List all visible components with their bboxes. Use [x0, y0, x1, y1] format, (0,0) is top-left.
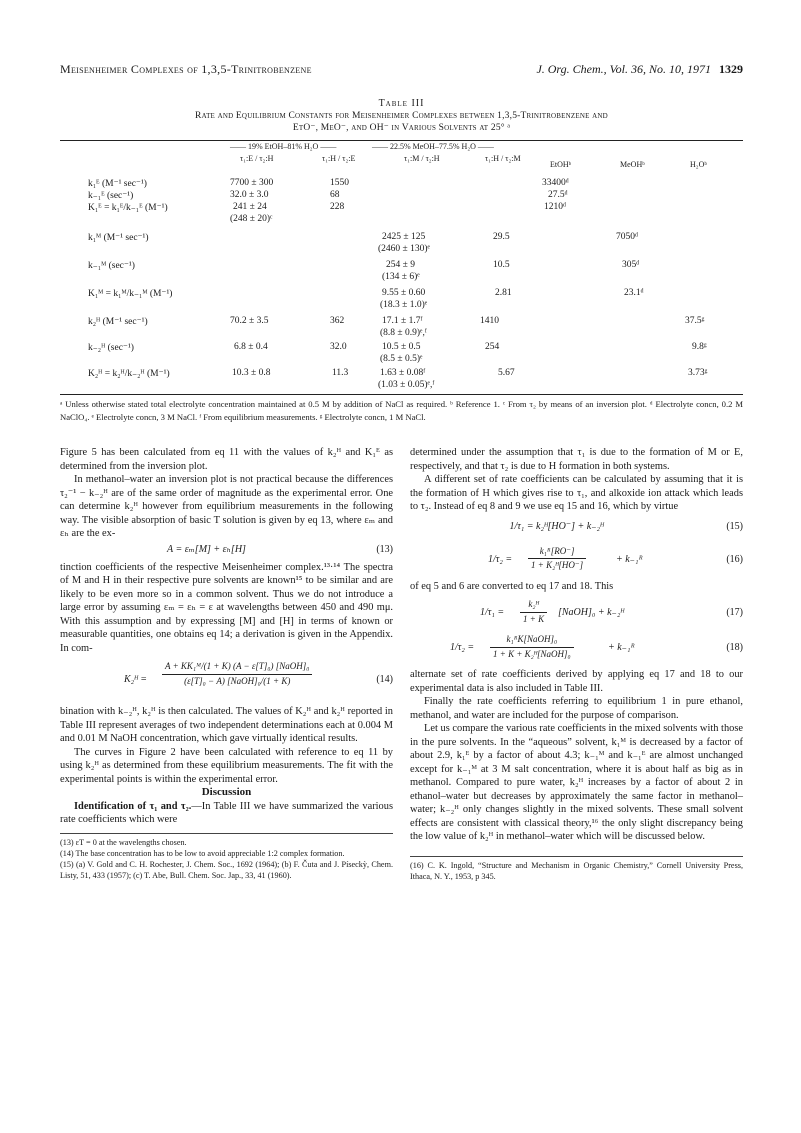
- footnote-13: (13) εT = 0 at the wavelengths chosen.: [60, 837, 187, 847]
- table-cell: 5.67: [498, 368, 515, 378]
- table-cell: 10.5 ± 0.5: [382, 342, 421, 352]
- table-cell: (18.3 ± 1.0)ᵉ: [380, 300, 428, 310]
- table-row-label: k₂ᴴ (M⁻¹ sec⁻¹): [88, 317, 148, 327]
- table-cell: 3.73ᵍ: [688, 368, 708, 378]
- left-footnotes: [60, 833, 393, 881]
- running-title: Meisenheimer Complexes of 1,3,5-Trinitrobenzene: [60, 62, 312, 76]
- equation-17: 1/τ₁ = $\frac{\text{k₂ᴴ}}{1 + K}$ [NaOH]₀ + k₋₂ᴴ (17): [480, 599, 743, 624]
- table-cell: 11.3: [332, 368, 349, 378]
- table-cell: 1210ᵈ: [544, 202, 566, 212]
- table-cell: 10.3 ± 0.8: [232, 368, 271, 378]
- table-caption: [60, 98, 743, 134]
- group-header-methanol: —— 22.5% MeOH–77.5% H₂O ——: [372, 142, 494, 151]
- paragraph: In methanol–water an inversion plot is not practical because the differences τ₂⁻¹ − k₋₂ᴴ are of the same order of magnitude as the experimental error. One can determine k₂ᴴ however from equilibrium measurements in the following way. The visible absorption of basic T solution is given by eq 13, where εₘ and εₕ are the ex-: [60, 474, 393, 539]
- paragraph: Identification of τ₁ and τ₂.—In Table III we have summarized the various rate coefficients which were: [60, 800, 393, 825]
- table-row-label: k₋₁ᴱ (sec⁻¹): [88, 191, 134, 201]
- table-row-label: K₁ᴱ = k₁ᴱ/k₋₁ᴱ (M⁻¹): [88, 203, 168, 213]
- subhead-col7: H₂Oᵇ: [690, 160, 707, 169]
- paragraph: A different set of rate coefficients can be calculated by assuming that it is the formation of H which gives rise to τ₁, and alkoxide ion attack which leads to τ₂. Instead of eq 8 and 9 we use eq 15 and 16, which by virtue: [410, 474, 743, 512]
- table-title-line2: EtO⁻, MeO⁻, and OH⁻ in Various Solvents at 25° ᵃ: [292, 123, 511, 133]
- paragraph: alternate set of rate coefficients derived by applying eq 17 and 18 to our experimental data is also included in Table III.: [410, 669, 743, 694]
- subhead-col3: τ₁:M / τ₂:H: [404, 154, 440, 163]
- equation-14: K₂ᴴ = A + KK₁ᴹ/(1 + K) (A − ε[T]₀) [NaOH]₀ (ε[T]₀ − A) [NaOH]₀/(1 + K) (14): [124, 661, 393, 686]
- table-cell: 305ᵈ: [622, 260, 640, 270]
- table-row-label: k₋₂ᴴ (sec⁻¹): [88, 343, 134, 353]
- equation-18: 1/τ₂ = k₁ᴿK[NaOH]₀ 1 + K + K₂ᴴ[NaOH]₀ + k₋₁ᴿ (18): [450, 634, 743, 659]
- subhead-col2: τ₁:H / τ₂:E: [322, 154, 356, 163]
- data-table: [60, 142, 743, 394]
- paragraph: bination with k₋₂ᴴ, k₂ᴴ is then calculated. The values of K₂ᴴ and k₂ᴴ reported in Table III represent averages of two independent determinations each at 0.004 M and 0.01 M NaOH concentration, which gave virtually identical results.: [60, 706, 393, 744]
- paragraph: determined under the assumption that τ₁ is due to the formation of M or E, respectively, and that τ₂ is due to H formation in both systems.: [410, 447, 743, 472]
- table-row-label: k₁ᴱ (M⁻¹ sec⁻¹): [88, 179, 147, 189]
- table-cell: 68: [330, 190, 340, 200]
- table-row-label: K₁ᴹ = k₁ᴹ/k₋₁ᴹ (M⁻¹): [88, 289, 173, 299]
- paragraph: The curves in Figure 2 have been calculated with reference to eq 11 by using k₂ᴴ as determined from these equilibrium measurements. The fit with the experimental points is within the experimental error.: [60, 746, 393, 785]
- paragraph: of eq 5 and 6 are converted to eq 17 and 18. This: [410, 580, 614, 592]
- table-footnotes: ᵃ Unless otherwise stated total electrolyte concentration maintained at 0.5 M by addition of NaCl as required. ᵇ Reference 1. ᶜ From τ₂ by means of an inversion plot. ᵈ Electrolyte concn, 0.2 M NaClO₄. ᵉ Electrolyte concn, 3 M NaCl. ᶠ From equilibrium measurements. ᵍ Electrolyte concn, 1 M NaCl.: [60, 399, 743, 422]
- paragraph: Let us compare the various rate coefficients in the mixed solvents with those in the pure solvents. In the “aqueous” solvent, k₁ᴹ is decreased by a factor of about 2.9, k₁ᴱ by a factor of about 4.3; k₋₁ᴹ and k₋₁ᴱ are almost unchanged except for k₋₁ᴹ at 3 M salt concentration, where it is about half as big as in methanol. Compared to pure water, k₂ᴴ increases by a factor of about 2 in ethanol–water but decreases by approximately the same factor in methanol–water; k₋₂ᴴ only changes slightly in the mixed solvents. These small solvent effects are consistent with classical theory,¹⁶ the only slight discrepancy being the low value of k₂ᴴ in methanol–water which will be discussed below.: [410, 723, 743, 842]
- table-cell: 9.55 ± 0.60: [382, 288, 426, 298]
- table-cell: 37.5ᵍ: [685, 316, 705, 326]
- footnote-15: (15) (a) V. Gold and C. H. Rochester, J. Chem. Soc., 1692 (1964); (b) F. Čuta and J. Píseckỳ, Chem. Listy, 51, 433 (1957); (c) T. Abe, Bull. Chem. Soc. Jap., 33, 41 (1960).: [60, 859, 393, 880]
- table-cell: 7700 ± 300: [230, 178, 274, 188]
- table-cell: 32.0: [330, 342, 347, 352]
- subhead-col4: τ₁:H / τ₂:M: [485, 154, 521, 163]
- table-cell: 362: [330, 316, 345, 326]
- paragraph: Finally the rate coefficients referring to equilibrium 1 in pure ethanol, methanol, and water are included for the purpose of comparison.: [410, 696, 743, 721]
- equation-13: A = εₘ[M] + εₕ[H] (13): [167, 543, 393, 555]
- table-cell: 254 ± 9: [386, 260, 415, 270]
- table-cell: (1.03 ± 0.05)ᵉ,ᶠ: [378, 380, 435, 390]
- table-cell: 1550: [330, 178, 349, 188]
- table-cell: 7050ᵈ: [616, 232, 638, 242]
- table-title-line1: Rate and Equilibrium Constants for Meisenheimer Complexes between 1,3,5-Trinitrobenzene and: [195, 111, 608, 121]
- subhead-col1: τ₁:E / τ₂:H: [240, 154, 274, 163]
- subhead-col6: MeOHᵇ: [620, 160, 645, 169]
- table-cell: 32.0 ± 3.0: [230, 190, 269, 200]
- group-header-ethanol: —— 19% EtOH–81% H₂O ——: [230, 142, 337, 151]
- table-cell: 9.8ᵍ: [692, 342, 707, 352]
- table-cell: 1410: [480, 316, 499, 326]
- footnote-14: (14) The base concentration has to be low to avoid appreciable 1:2 complex formation.: [60, 848, 345, 858]
- equation-15: 1/τ₁ = k₂ᴴ[HO⁻] + k₋₂ᴴ (15): [509, 520, 743, 532]
- table-rule-bottom: [60, 394, 743, 395]
- right-column: [410, 446, 743, 882]
- equation-16: 1/τ₂ = $\frac{\text{k₁ᴿ[RO⁻]}}{\text{1 + K₂ᴴ[HO⁻]}}$ + k₋₁ᴿ (16): [488, 545, 743, 570]
- running-header: [60, 62, 743, 82]
- table-cell: 2425 ± 125: [382, 232, 426, 242]
- subhead-col5: EtOHᵇ: [550, 160, 572, 169]
- table-cell: (2460 ± 130)ᵉ: [378, 244, 430, 254]
- table-cell: 10.5: [493, 260, 510, 270]
- table-cell: 33400ᵈ: [542, 178, 569, 188]
- table-number: Table III: [378, 98, 425, 109]
- table-cell: 228: [330, 202, 345, 212]
- journal-citation: J. Org. Chem., Vol. 36, No. 10, 1971 1329: [536, 62, 743, 76]
- table-cell: 254: [485, 342, 500, 352]
- left-column: [60, 446, 393, 881]
- table-cell: 17.1 ± 1.7ᶠ: [382, 316, 423, 326]
- table-row-label: K₂ᴴ = k₂ᴴ/k₋₂ᴴ (M⁻¹): [88, 369, 170, 379]
- table-row-label: k₁ᴹ (M⁻¹ sec⁻¹): [88, 233, 149, 243]
- footnote-16: (16) C. K. Ingold, “Structure and Mechanism in Organic Chemistry,” Cornell University Press, Ithaca, N. Y., 1953, p 345.: [410, 860, 743, 881]
- right-footnotes: [410, 856, 743, 882]
- table-cell: 6.8 ± 0.4: [234, 342, 268, 352]
- table-cell: 29.5: [493, 232, 510, 242]
- section-heading: Discussion: [201, 786, 252, 798]
- table-cell: 27.5ᵈ: [548, 190, 568, 200]
- page-number: 1329: [719, 62, 743, 76]
- table-cell: (248 ± 20)ᶜ: [230, 214, 273, 224]
- table-cell: 70.2 ± 3.5: [230, 316, 269, 326]
- table-cell: 241 ± 24: [233, 202, 267, 212]
- paragraph: tinction coefficients of the respective Meisenheimer complex.¹³·¹⁴ The spectra of M and H in their respective pure solvents are known¹⁵ to be similar and are likely to be even more so in a common solvent. Thus we do not introduce a large error by assuming εₘ = εₕ = ε at wavelengths between 450 and 490 mμ. With this assumption and by expressing [M] and [H] in terms of known or measurable quantities, one obtains eq 14; a derivation is given in the Appendix. In com-: [60, 561, 393, 654]
- table-cell: 23.1ᵈ: [624, 288, 644, 298]
- table-cell: (8.5 ± 0.5)ᵉ: [380, 354, 423, 364]
- table-row-label: k₋₁ᴹ (sec⁻¹): [88, 261, 135, 271]
- table-cell: (8.8 ± 0.9)ᵉ,ᶠ: [380, 328, 427, 338]
- table-cell: 2.81: [495, 288, 512, 298]
- table-rule-top: [60, 140, 743, 141]
- table-cell: (134 ± 6)ᵉ: [382, 272, 420, 282]
- paragraph: Figure 5 has been calculated from eq 11 with the values of k₂ᴴ and K₁ᴱ as determined from the inversion plot.: [60, 447, 393, 472]
- table-cell: 1.63 ± 0.08ᶠ: [380, 368, 426, 378]
